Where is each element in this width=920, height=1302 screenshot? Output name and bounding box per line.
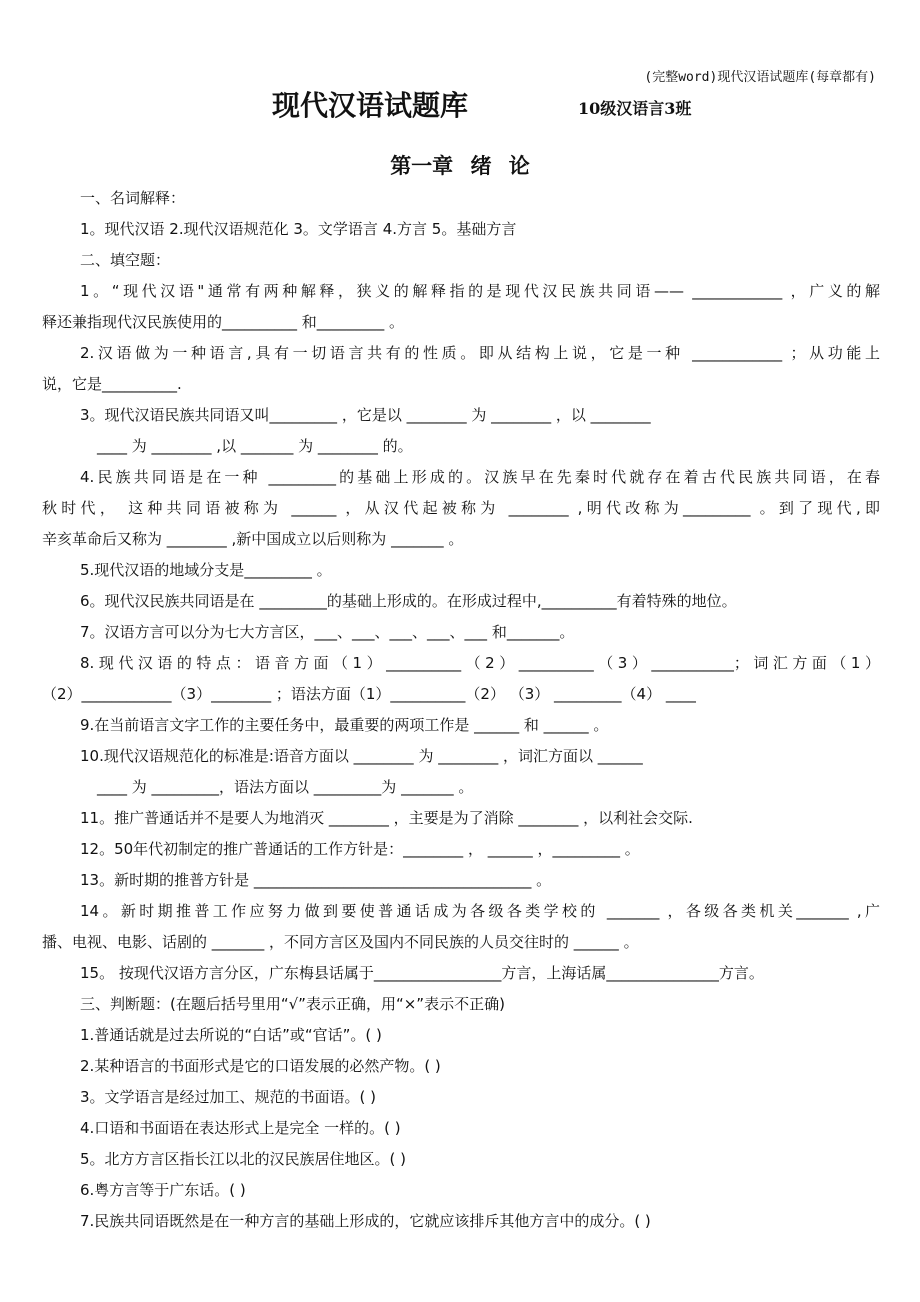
fill-blank-q8-line1: 8.现代汉语的特点：语音方面（1）__________（2）__________（3）___________；词汇方面（1） (80, 654, 880, 672)
fill-blank-q3-line2: ____ 为 ________ ,以 _______ 为 ________ 的。 (97, 437, 413, 455)
fill-blank-q2-line2: 说，它是__________. (42, 375, 182, 393)
fill-blank-q15: 15。 按现代汉语方言分区，广东梅县话属于_________________方言，上海话属_______________方言。 (80, 964, 764, 982)
fill-blank-q8-line2: （2）____________（3）________ ；语法方面（1）__________（2） （3） _________（4） ____ (42, 685, 696, 703)
fill-blank-q10-line1: 10.现代汉语规范化的标准是:语音方面以 ________ 为 ________ ，词汇方面以 ______ (80, 747, 643, 765)
true-false-q4: 4.口语和书面语在表达形式上是完全 一样的。( ) (80, 1119, 401, 1137)
definitions-items: 1。现代汉语 2.现代汉语规范化 3。文学语言 4.方言 5。基础方言 (80, 220, 517, 238)
fill-blank-q14-line2: 播、电视、电影、话剧的 _______ ，不同方言区及国内不同民族的人员交往时的 ______ 。 (42, 933, 639, 951)
section-heading-true-false: 三、判断题：(在题后括号里用“√”表示正确，用“×”表示不正确) (80, 995, 505, 1013)
fill-blank-q5: 5.现代汉语的地域分支是_________ 。 (80, 561, 332, 579)
fill-blank-q7: 7。汉语方言可以分为七大方言区，___、___、___、___、___ 和_______。 (80, 623, 575, 641)
header-note: (完整word)现代汉语试题库(每章都有) (644, 70, 876, 85)
true-false-q5: 5。北方方言区指长江以北的汉民族居住地区。( ) (80, 1150, 407, 1168)
fill-blank-q1-line2: 释还兼指现代汉民族使用的__________ 和_________ 。 (42, 313, 405, 331)
fill-blank-q4-line2: 秋时代， 这种共同语被称为 ______ ，从汉代起被称为 ________ ,明代改称为_________ 。到了现代,即 (42, 499, 880, 517)
fill-blank-q4-line1: 4.民族共同语是在一种 _________的基础上形成的。汉族早在先秦时代就存在着古代民族共同语，在春 (80, 468, 880, 486)
section-heading-fill-blank: 二、填空题： (80, 251, 171, 269)
true-false-q1: 1.普通话就是过去所说的“白话”或“官话”。( ) (80, 1026, 382, 1044)
true-false-q6: 6.粤方言等于广东话。( ) (80, 1181, 246, 1199)
chapter-title: 第一章 绪 论 (390, 153, 530, 178)
fill-blank-q1-line1: 1。“现代汉语"通常有两种解释，狭义的解释指的是现代汉民族共同语—— ____________ ，广义的解 (80, 282, 880, 300)
true-false-q3: 3。文学语言是经过加工、规范的书面语。( ) (80, 1088, 377, 1106)
section-heading-definitions: 一、名词解释： (80, 189, 186, 207)
fill-blank-q9: 9.在当前语言文字工作的主要任务中，最重要的两项工作是 ______ 和 ______ 。 (80, 716, 609, 734)
true-false-q7: 7.民族共同语既然是在一种方言的基础上形成的，它就应该排斥其他方言中的成分。( ) (80, 1212, 651, 1230)
fill-blank-q4-line3: 辛亥革命后又称为 ________ ,新中国成立以后则称为 _______ 。 (42, 530, 464, 548)
true-false-q2: 2.某种语言的书面形式是它的口语发展的必然产物。( ) (80, 1057, 441, 1075)
fill-blank-q2-line1: 2.汉语做为一种语言,具有一切语言共有的性质。即从结构上说，它是一种 ____________ ；从功能上 (80, 344, 880, 362)
fill-blank-q10-line2: ____ 为 _________，语法方面以 _________为 _______ 。 (97, 778, 474, 796)
fill-blank-q14-line1: 14。新时期推普工作应努力做到要使普通话成为各级各类学校的 _______ ，各级各类机关_______ ,广 (80, 902, 880, 920)
fill-blank-q12: 12。50年代初制定的推广普通话的工作方针是：________ ， ______ ，_________ 。 (80, 840, 640, 858)
document-title: 现代汉语试题库 (272, 89, 469, 122)
fill-blank-q3-line1: 3。现代汉语民族共同语又叫_________ ，它是以 ________ 为 ________ ，以 ________ (80, 406, 651, 424)
fill-blank-q13: 13。新时期的推普方针是 _____________________________________ 。 (80, 871, 552, 889)
class-label: 10级汉语言3班 (578, 99, 692, 118)
fill-blank-q6: 6。现代汉民族共同语是在 _________的基础上形成的。在形成过程中,__________有着特殊的地位。 (80, 592, 737, 610)
fill-blank-q11: 11。推广普通话并不是要人为地消灭 ________ ，主要是为了消除 ________ ，以利社会交际. (80, 809, 693, 827)
